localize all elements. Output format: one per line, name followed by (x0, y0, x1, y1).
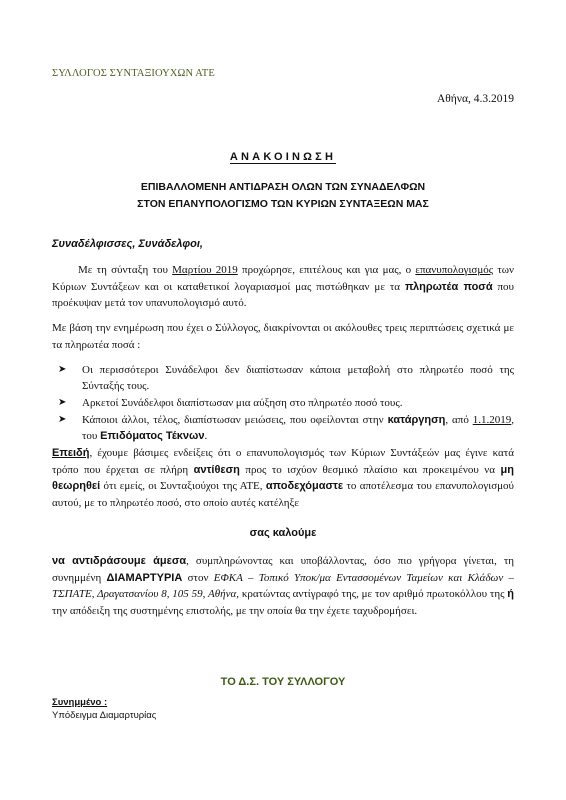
document-date: Αθήνα, 4.3.2019 (436, 93, 514, 105)
bold-text: ΔΙΑΜΑΡΤΥΡΙΑ (106, 571, 183, 584)
cases-list (52, 362, 514, 445)
attachment-item: Υπόδειγμα Διαμαρτυρίας (52, 710, 157, 721)
text-run: , από (445, 414, 473, 426)
list-item (52, 362, 514, 394)
bold-text: πληρωτέα ποσά (404, 280, 493, 293)
italic-text: ΕΦΚΑ – Τοπικό Υποκ/μα Εντασσομένων Ταμείων και Κλάδων – ΤΣΠΑΤΕ, Δραγατσανίου 8, 105 59, Αθήνα, (52, 571, 514, 600)
organization-name: ΣΥΛΛΟΓΟΣ ΣΥΝΤΑΞΙΟΥΧΩΝ ΑΤΕ (52, 68, 215, 79)
list-item (52, 412, 514, 444)
greeting: Συναδέλφισσες, Συνάδελφοι, (52, 238, 203, 250)
bold-text: κατάργηση (387, 414, 446, 426)
signature: ΤΟ Δ.Σ. ΤΟΥ ΣΥΛΛΟΓΟΥ (220, 676, 346, 688)
arrowhead-bullet-icon: ➤ (58, 414, 67, 425)
bold-text: να αντιδράσουμε άμεσα (52, 555, 187, 567)
arrowhead-bullet-icon: ➤ (58, 397, 67, 408)
text-run: στον (182, 571, 214, 584)
text-run: την απόδειξη της συστημένης επιστολής, με την οποία θα την έχετε ταχυδρομήσει. (52, 604, 418, 617)
announcement-label: ΑΝΑΚΟΙΝΩΣΗ (229, 151, 337, 163)
underlined-text: Μαρτίου 2019 (172, 264, 238, 276)
bold-text: ή (507, 588, 515, 600)
paragraph-action (52, 553, 514, 619)
text-run: ότι εμείς, οι Συνταξιούχοι της ΑΤΕ, (100, 480, 266, 492)
arrowhead-bullet-icon: ➤ (58, 364, 67, 375)
text-run: κρατώντας αντίγραφό της, με τον αριθμό πρωτοκόλλου της (239, 588, 508, 600)
text-run: προχώρησε, επιτέλους και για μας, ο (237, 264, 416, 276)
text-run: Με τη σύνταξη του (78, 264, 173, 276)
list-item (52, 395, 514, 411)
text-run: προς το ισχύον θεσμικό πλαίσιο και προκειμένου να (239, 463, 501, 476)
subject-line-1: ΕΠΙΒΑΛΛΟΜΕΝΗ ΑΝΤΙΔΡΑΣΗ ΟΛΩΝ ΤΩΝ ΣΥΝΑΔΕΛΦΩΝ (140, 181, 426, 193)
underlined-text: επανυπολογισμός (415, 264, 494, 276)
text-run: , του (82, 414, 514, 442)
text-run: των Κύριων Συντάξεων και οι καταθετικοί λογαριασμοί μας πιστώθηκαν με τα (52, 264, 514, 293)
list-item-text: Κάποιοι άλλοι, τέλος, διαπίστωσαν μειώσεις, που οφείλονται στην (82, 414, 388, 426)
announcement-heading (0, 151, 566, 163)
bold-text: μη θεωρηθεί (52, 463, 514, 492)
paragraph-intro (52, 262, 514, 312)
text-run: , συμπληρώνοντας και υποβάλλοντας, όσο πιο γρήγορα γίνεται, τη συνημμένη (52, 555, 514, 584)
bold-text: Επιδόματος Τέκνων (100, 430, 205, 442)
text-run: που προέκυψαν μετά τον υπανυπολογισμό αυτό. (52, 280, 515, 309)
bold-text: αντίθεση (193, 463, 240, 476)
list-item-text: Αρκετοί Συνάδελφοι διαπίστωσαν μια αύξηση στο πληρωτέο ποσό τους. (82, 397, 403, 409)
text-run: το αποτέλεσμα του επανυπολογισμού αυτού, με το πληρωτέο ποσό, στο οποίο αυτές κατέληξε (52, 480, 514, 509)
paragraph-cases: Με βάση την ενημέρωση που έχει ο Σύλλογος, διακρίνονται οι ακόλουθες τρεις περιπτώσεις σχετικά με τα πληρωτέα ποσά : (52, 322, 514, 351)
bold-text: Επειδή (52, 447, 90, 459)
list-item-text: Οι περισσότεροι Συνάδελφοι δεν διαπίστωσαν κάποια μεταβολή στο πληρωτέο ποσό της Σύνταξής τους. (82, 364, 514, 392)
underlined-text: 1.1.2019 (472, 414, 512, 426)
bold-text: αποδεχόμαστε (265, 480, 344, 492)
attachment-label: Συνημμένο : (52, 697, 108, 708)
paragraph-reason (52, 445, 514, 511)
subject-line-2: ΣΤΟΝ ΕΠΑΝΥΠΟΛΟΓΙΣΜΟ ΤΩΝ ΚΥΡΙΩΝ ΣΥΝΤΑΞΕΩΝ ΜΑΣ (137, 198, 429, 210)
text-run: . (204, 430, 208, 442)
call-to-action-heading: σας καλούμε (249, 527, 317, 539)
text-run: , έχουμε βάσιμες ενδείξεις ότι ο επανυπολογισμός των Κύριων Συντάξεών μας έγινε κατά τρόπο που έρχεται σε πλήρη (52, 447, 514, 476)
